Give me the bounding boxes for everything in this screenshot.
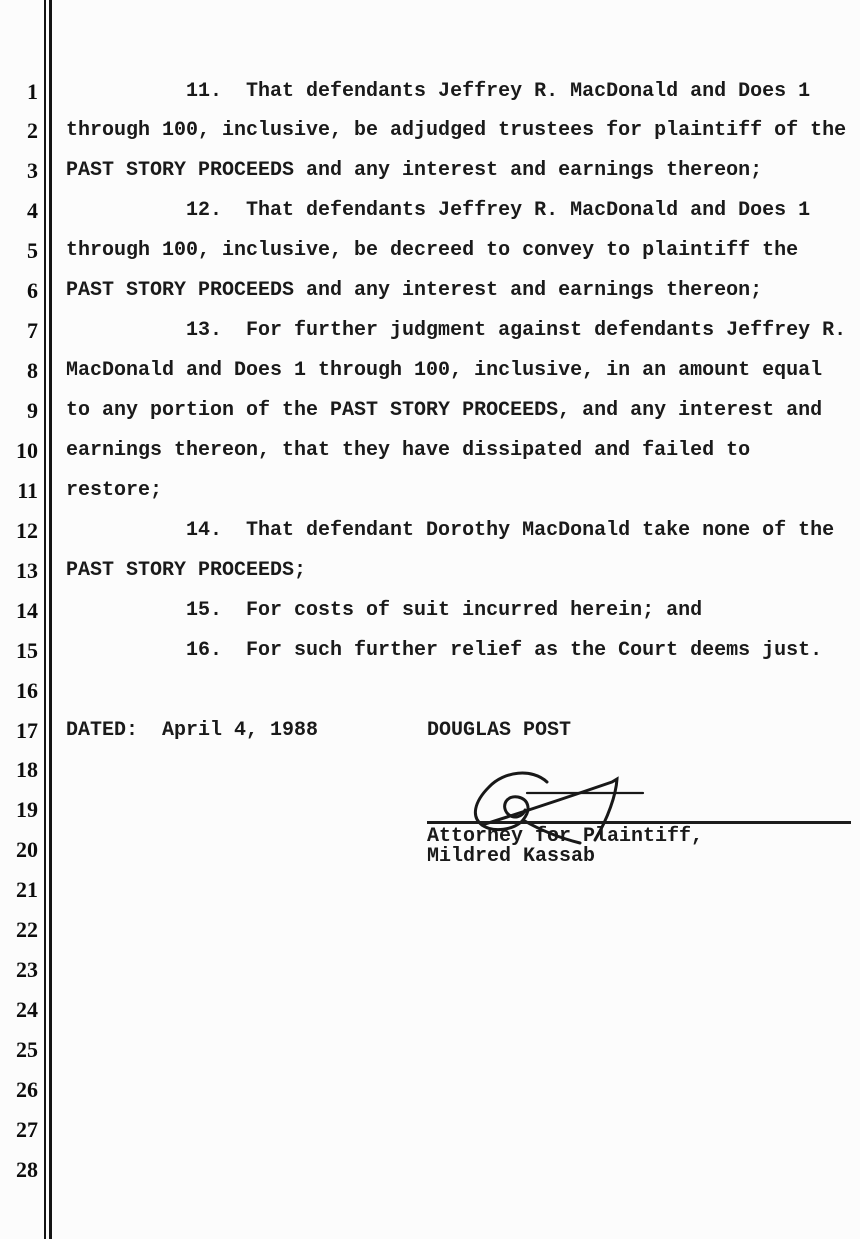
line-number: 27 — [16, 1116, 38, 1142]
body-text-line: 13. For further judgment against defendants Jeffrey R. — [66, 319, 847, 343]
line-number: 16 — [16, 677, 38, 703]
line-number: 21 — [16, 877, 38, 903]
line-number: 8 — [27, 358, 38, 384]
line-number: 7 — [27, 318, 38, 344]
line-number: 18 — [16, 757, 38, 783]
line-number: 24 — [16, 997, 38, 1023]
body-text-line: 12. That defendants Jeffrey R. MacDonald and Does 1 — [66, 199, 811, 223]
line-number: 10 — [16, 437, 38, 463]
body-text-line: through 100, inclusive, be adjudged trustees for plaintiff of the — [66, 119, 847, 143]
line-number: 22 — [16, 917, 38, 943]
line-number: 1 — [27, 78, 38, 104]
pleading-double-rule-left — [44, 0, 46, 1239]
line-number: 14 — [16, 597, 38, 623]
signature-caption-client: Mildred Kassab — [427, 845, 596, 868]
body-text-line: PAST STORY PROCEEDS and any interest and earnings thereon; — [66, 159, 763, 183]
line-number: 13 — [16, 557, 38, 583]
line-number: 19 — [16, 797, 38, 823]
line-number: 6 — [27, 278, 38, 304]
line-number: 11 — [17, 477, 38, 503]
body-text-line: 16. For such further relief as the Court deems just. — [66, 638, 823, 662]
line-number: 23 — [16, 957, 38, 983]
line-number: 4 — [27, 198, 38, 224]
body-text-line: to any portion of the PAST STORY PROCEEDS, and any interest and — [66, 399, 823, 423]
line-number: 17 — [16, 717, 38, 743]
signature-line — [427, 821, 851, 824]
dated-line: DATED: April 4, 1988 — [66, 719, 319, 742]
line-number: 26 — [16, 1077, 38, 1102]
line-number: 28 — [16, 1156, 38, 1182]
line-number: 12 — [16, 517, 38, 543]
body-text-line: MacDonald and Does 1 through 100, inclusive, in an amount equal — [66, 359, 823, 383]
body-text-line: PAST STORY PROCEEDS; — [66, 558, 307, 582]
body-text-line: through 100, inclusive, be decreed to convey to plaintiff the — [66, 239, 799, 263]
body-text-line: 11. That defendants Jeffrey R. MacDonald and Does 1 — [66, 79, 811, 103]
line-number: 2 — [27, 118, 38, 144]
signature-caption-role: Attorney for Plaintiff, — [427, 825, 704, 848]
pleading-double-rule-right — [49, 0, 52, 1239]
body-text-line: 15. For costs of suit incurred herein; and — [66, 598, 703, 622]
body-text-line: PAST STORY PROCEEDS and any interest and earnings thereon; — [66, 279, 763, 303]
body-text-line: 14. That defendant Dorothy MacDonald take none of the — [66, 518, 835, 542]
body-text-line: restore; — [66, 478, 163, 502]
line-number: 25 — [16, 1037, 38, 1063]
line-number: 5 — [27, 238, 38, 264]
line-number: 20 — [16, 837, 38, 863]
body-text-line: earnings thereon, that they have dissipated and failed to — [66, 438, 751, 462]
line-number: 3 — [27, 158, 38, 184]
line-number: 15 — [16, 637, 38, 663]
typed-attorney-name: DOUGLAS POST — [427, 719, 572, 742]
line-number: 9 — [27, 398, 38, 424]
